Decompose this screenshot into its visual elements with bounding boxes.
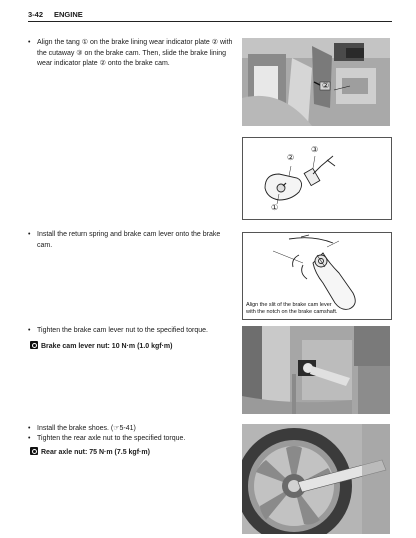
section-title: ENGINE — [54, 10, 83, 19]
torque-spec-text: Rear axle nut: 75 N·m (7.5 kgf·m) — [41, 449, 150, 456]
bullet-marker: • — [28, 39, 31, 46]
rear-wheel-photo — [242, 424, 390, 534]
callout-2: ② — [287, 153, 295, 162]
step-install-spring — [28, 230, 233, 251]
step-text: Tighten the brake cam lever nut to the specified torque. — [37, 327, 208, 334]
step-tighten-axle-nut — [28, 434, 233, 445]
page-number: 3-42 — [28, 10, 44, 19]
header-rule — [28, 21, 392, 22]
torque-wrench-icon — [30, 341, 38, 349]
step-text: Tighten the rear axle nut to the specified torque. — [37, 435, 186, 442]
bullet-marker: • — [28, 231, 31, 238]
step-install-shoes — [28, 424, 233, 435]
torque-spec-cam-lever-nut — [30, 341, 235, 352]
step-text: Align the tang ① on the brake lining wear indicator plate ② with the cutaway ③ on the brake cam. Then, slide the brake lining wear indicator plate ② onto the brake cam. — [37, 39, 233, 67]
callout-1: ① — [271, 203, 279, 212]
page-header — [28, 8, 392, 24]
indicator-plate-diagram — [242, 137, 392, 220]
torque-spec-text: Brake cam lever nut: 10 N·m (1.0 kgf·m) — [41, 343, 173, 350]
cam-lever-nut-photo — [242, 326, 390, 414]
callout-2: ② — [322, 81, 330, 90]
step-text: Install the brake shoes. (☞5-41) — [37, 425, 136, 432]
step-text: Install the return spring and brake cam lever onto the brake cam. — [37, 231, 221, 249]
diagram-caption: Align the slit of the brake cam lever with the notch on the brake camshaft. — [246, 302, 338, 315]
brake-panel-photo — [242, 38, 390, 126]
torque-spec-rear-axle-nut — [30, 447, 235, 458]
step-align-tang — [28, 38, 233, 70]
step-tighten-cam-nut — [28, 326, 233, 337]
bullet-marker: • — [28, 435, 31, 442]
cam-lever-diagram — [242, 232, 392, 320]
bullet-marker: • — [28, 425, 31, 432]
callout-3: ③ — [311, 145, 319, 154]
torque-wrench-icon — [30, 447, 38, 455]
bullet-marker: • — [28, 327, 31, 334]
